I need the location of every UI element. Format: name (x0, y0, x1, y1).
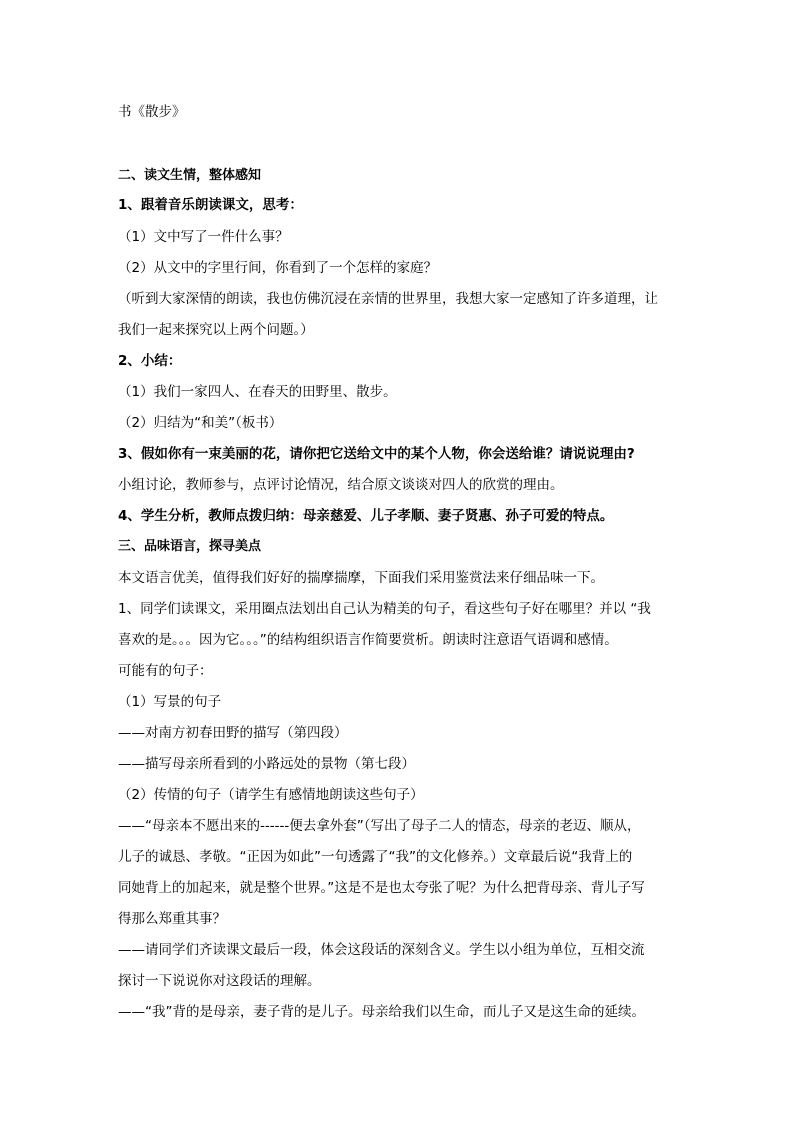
paragraph-line: 我们一起来探究以上两个问题。） (118, 322, 314, 338)
item-3: 3、假如你有一束美丽的花，请你把它送给文中的某个人物，你会送给谁？请说说理由? (118, 446, 635, 462)
paragraph-line: 探讨一下说说你对这段话的理解。 (118, 973, 321, 989)
paragraph-line: 1、同学们读课文，采用圈点法划出自己认为精美的句子，看这些句子好在哪里？并以 “我 (118, 601, 651, 617)
dash-line: ——描写母亲所看到的小路远处的景物（第七段） (118, 756, 415, 772)
section-heading-3: 三、品味语言，探寻美点 (118, 539, 262, 554)
paragraph-line: 喜欢的是。。。因为它。。。”的结构组织语言作简要赏析。朗读时注意语气语调和感情。 (118, 632, 618, 648)
paragraph-line: ——“母亲本不愿出来的------便去拿外套”（写出了母子二人的情态，母亲的老迈、顺从， (118, 818, 641, 834)
paragraph-line: （听到大家深情的朗读，我也仿佛沉浸在亲情的世界里，我想大家一定感知了许多道理，让 (118, 291, 658, 307)
book-title-line: 书《散步》 (118, 104, 186, 120)
paragraph-line: 本文语言优美，值得我们好好的揣摩揣摩，下面我们采用鉴赏法来仔细品味一下。 (118, 570, 604, 586)
paragraph-line: 可能有的句子： (118, 663, 213, 679)
section-heading-2: 二、读文生情，整体感知 (118, 168, 262, 183)
subitem-heading: （1）写景的句子 (118, 694, 222, 710)
paragraph-line: ——请同学们齐读课文最后一段，体会这段话的深刻含义。学生以小组为单位，互相交流 (118, 942, 645, 958)
item-2: 2、小结： (118, 353, 182, 369)
item-4: 4、学生分析，教师点拨归纳：母亲慈爱、儿子孝顺、妻子贤惠、孙子可爱的特点。 (118, 508, 614, 524)
subitem-heading: （2）传情的句子（请学生有感情地朗读这些句子） (118, 787, 424, 803)
dash-line: ——对南方初春田野的描写（第四段） (118, 725, 348, 741)
summary-2: （2）归结为“和美”（板书） (118, 415, 283, 431)
question-1: （1）文中写了一件什么事？ (118, 229, 289, 245)
summary-1: （1）我们一家四人、在春天的田野里、散步。 (118, 384, 397, 400)
paragraph-line: 儿子的诚恳、孝敬。“正因为如此”一句透露了“我”的文化修养。）文章最后说“我背上的 (118, 849, 633, 865)
paragraph-line: ——“我”背的是母亲，妻子背的是儿子。母亲给我们以生命，而儿子又是这生命的延续。 (118, 1004, 645, 1020)
question-2: （2）从文中的字里行间，你看到了一个怎样的家庭？ (118, 260, 438, 276)
paragraph-line: 得那么郑重其事？ (118, 911, 226, 927)
paragraph-line: 同她背上的加起来，就是整个世界。”这是不是也太夸张了呢？为什么把背母亲、背儿子写 (118, 880, 645, 896)
item-1: 1、跟着音乐朗读课文，思考： (118, 197, 303, 213)
paragraph-line: 小组讨论，教师参与，点评讨论情况，结合原文谈谈对四人的欣赏的理由。 (118, 477, 564, 493)
